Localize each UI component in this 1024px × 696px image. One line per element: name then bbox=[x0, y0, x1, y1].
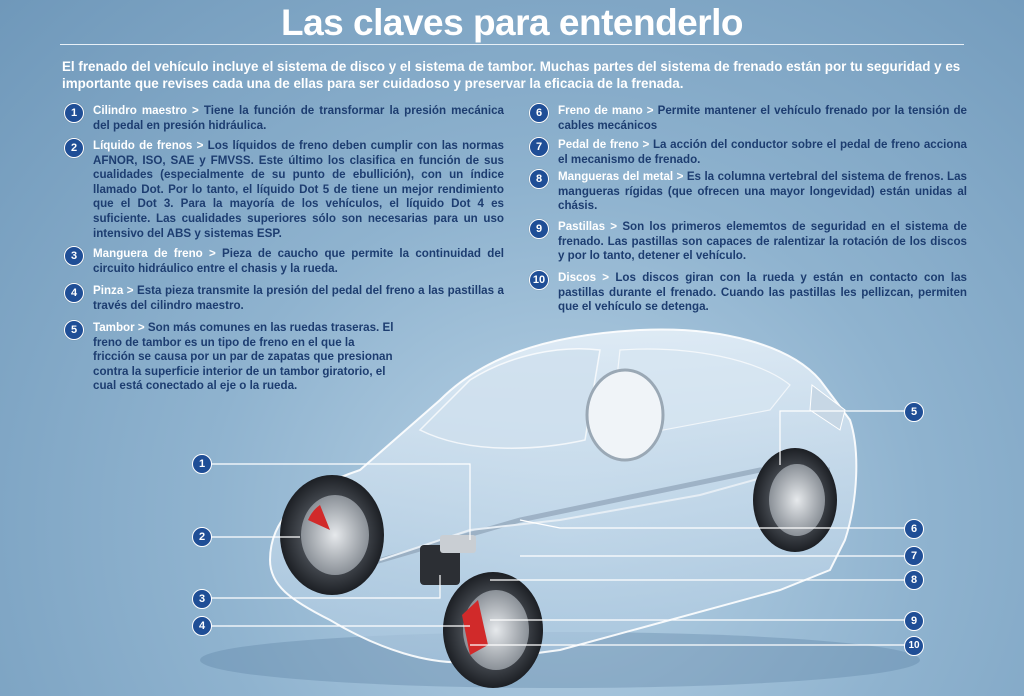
callout-9: 9 bbox=[904, 611, 924, 631]
callout-5: 5 bbox=[904, 402, 924, 422]
item-1 bbox=[64, 104, 504, 133]
item-number: 2 bbox=[64, 138, 84, 158]
item-term: Pinza bbox=[93, 284, 124, 297]
item-term: Pedal de freno bbox=[558, 138, 639, 151]
intro-paragraph: El frenado del vehículo incluye el sistema de disco y el sistema de tambor. Muchas partes del sistema de frenado están por tu seguridad y es importante que revises cada una de ellas para ser cuidadoso y preservar la eficacia de la frenada. bbox=[62, 59, 961, 91]
item-number: 6 bbox=[529, 103, 549, 123]
callout-4: 4 bbox=[192, 616, 212, 636]
item-term: Líquido de frenos bbox=[93, 139, 193, 152]
arrow-separator: > bbox=[192, 104, 199, 117]
item-text: Permite mantener el vehículo frenado por la tensión de cables mecánicos bbox=[558, 104, 967, 132]
item-term: Discos bbox=[558, 271, 597, 284]
item-text: Esta pieza transmite la presión del pedal del freno a las pastillas a través del cilindro maestro. bbox=[93, 284, 504, 312]
item-term: Tambor bbox=[93, 321, 135, 334]
item-text: Es la columna vertebral del sistema de frenos. Las mangueras rígidas (que ofrecen una mayor longevidad) están unidas al chásis. bbox=[558, 170, 967, 213]
arrow-separator: > bbox=[646, 104, 654, 117]
item-text: Son más comunes en las ruedas traseras. El freno de tambor es un tipo de freno en el que la fricción se causa por un par de zapatas que presionan contra la superficie interior de un tambor giratorio, el cual está conectado al eje o la rueda. bbox=[93, 321, 394, 393]
arrow-separator: > bbox=[208, 247, 216, 260]
item-term: Mangueras del metal bbox=[558, 170, 674, 183]
item-number: 5 bbox=[64, 320, 84, 340]
item-text: Son los primeros elememtos de seguridad en el sistema de frenado. Las pastillas son capaces de ralentizar la rotación de los discos y por lo tanto, detener el vehículo. bbox=[558, 220, 967, 263]
callout-7: 7 bbox=[904, 546, 924, 566]
item-number: 8 bbox=[529, 169, 549, 189]
arrow-separator: > bbox=[126, 284, 134, 297]
arrow-separator: > bbox=[610, 220, 618, 233]
item-text: Tiene la función de transformar la presión mecánica del pedal en presión hidráulica. bbox=[93, 104, 504, 132]
car-illustration bbox=[0, 300, 1024, 696]
item-term: Pastillas bbox=[558, 220, 606, 233]
arrow-separator: > bbox=[676, 170, 684, 183]
arrow-separator: > bbox=[137, 321, 145, 334]
item-number: 10 bbox=[529, 270, 549, 290]
item-7 bbox=[529, 138, 967, 167]
item-number: 1 bbox=[64, 103, 84, 123]
arrow-separator: > bbox=[196, 139, 204, 152]
callout-3: 3 bbox=[192, 589, 212, 609]
item-text: La acción del conductor sobre el pedal de freno acciona el mecanismo de frenado. bbox=[558, 138, 967, 166]
item-2 bbox=[64, 139, 504, 241]
arrow-separator: > bbox=[642, 138, 650, 151]
title-divider bbox=[60, 44, 964, 45]
spare-wheel bbox=[587, 370, 663, 460]
item-3 bbox=[64, 247, 504, 276]
item-number: 7 bbox=[529, 137, 549, 157]
item-text: Los líquidos de freno deben cumplir con las normas AFNOR, ISO, SAE y FMVSS. Este último los clasifica en función de sus cualidades (especialmente de su punto de ebullición), con un índice llamado Dot. Por lo tanto, el líquido Dot 5 de tiene un mejor rendimiento que el Dot 3. Para la mayoría de los vehículos, el líquido Dot 4 es suficiente. Las cualidades superiores sólo son necesarias para un uso intensivo del ABS y sistemas ESP. bbox=[93, 139, 504, 240]
item-9 bbox=[529, 220, 967, 264]
item-6 bbox=[529, 104, 967, 133]
arrow-separator: > bbox=[602, 271, 610, 284]
item-term: Cilindro maestro bbox=[93, 104, 187, 117]
item-number: 3 bbox=[64, 246, 84, 266]
item-8 bbox=[529, 170, 967, 214]
callout-8: 8 bbox=[904, 570, 924, 590]
item-term: Manguera de freno bbox=[93, 247, 203, 260]
callout-10: 10 bbox=[904, 636, 924, 656]
item-text: Los discos giran con la rueda y están en contacto con las pastillas durante el frenado. Cuando las pastillas les pellizcan, permiten que el vehículo se detenga. bbox=[558, 271, 967, 314]
callout-6: 6 bbox=[904, 519, 924, 539]
page-title: Las claves para entenderlo bbox=[280, 2, 744, 43]
callout-1: 1 bbox=[192, 454, 212, 474]
item-text: Pieza de caucho que permite la continuidad del circuito hidráulico entre el chasis y la rueda. bbox=[93, 247, 504, 275]
item-number: 9 bbox=[529, 219, 549, 239]
item-number: 4 bbox=[64, 283, 84, 303]
item-term: Freno de mano bbox=[558, 104, 643, 117]
callout-2: 2 bbox=[192, 527, 212, 547]
